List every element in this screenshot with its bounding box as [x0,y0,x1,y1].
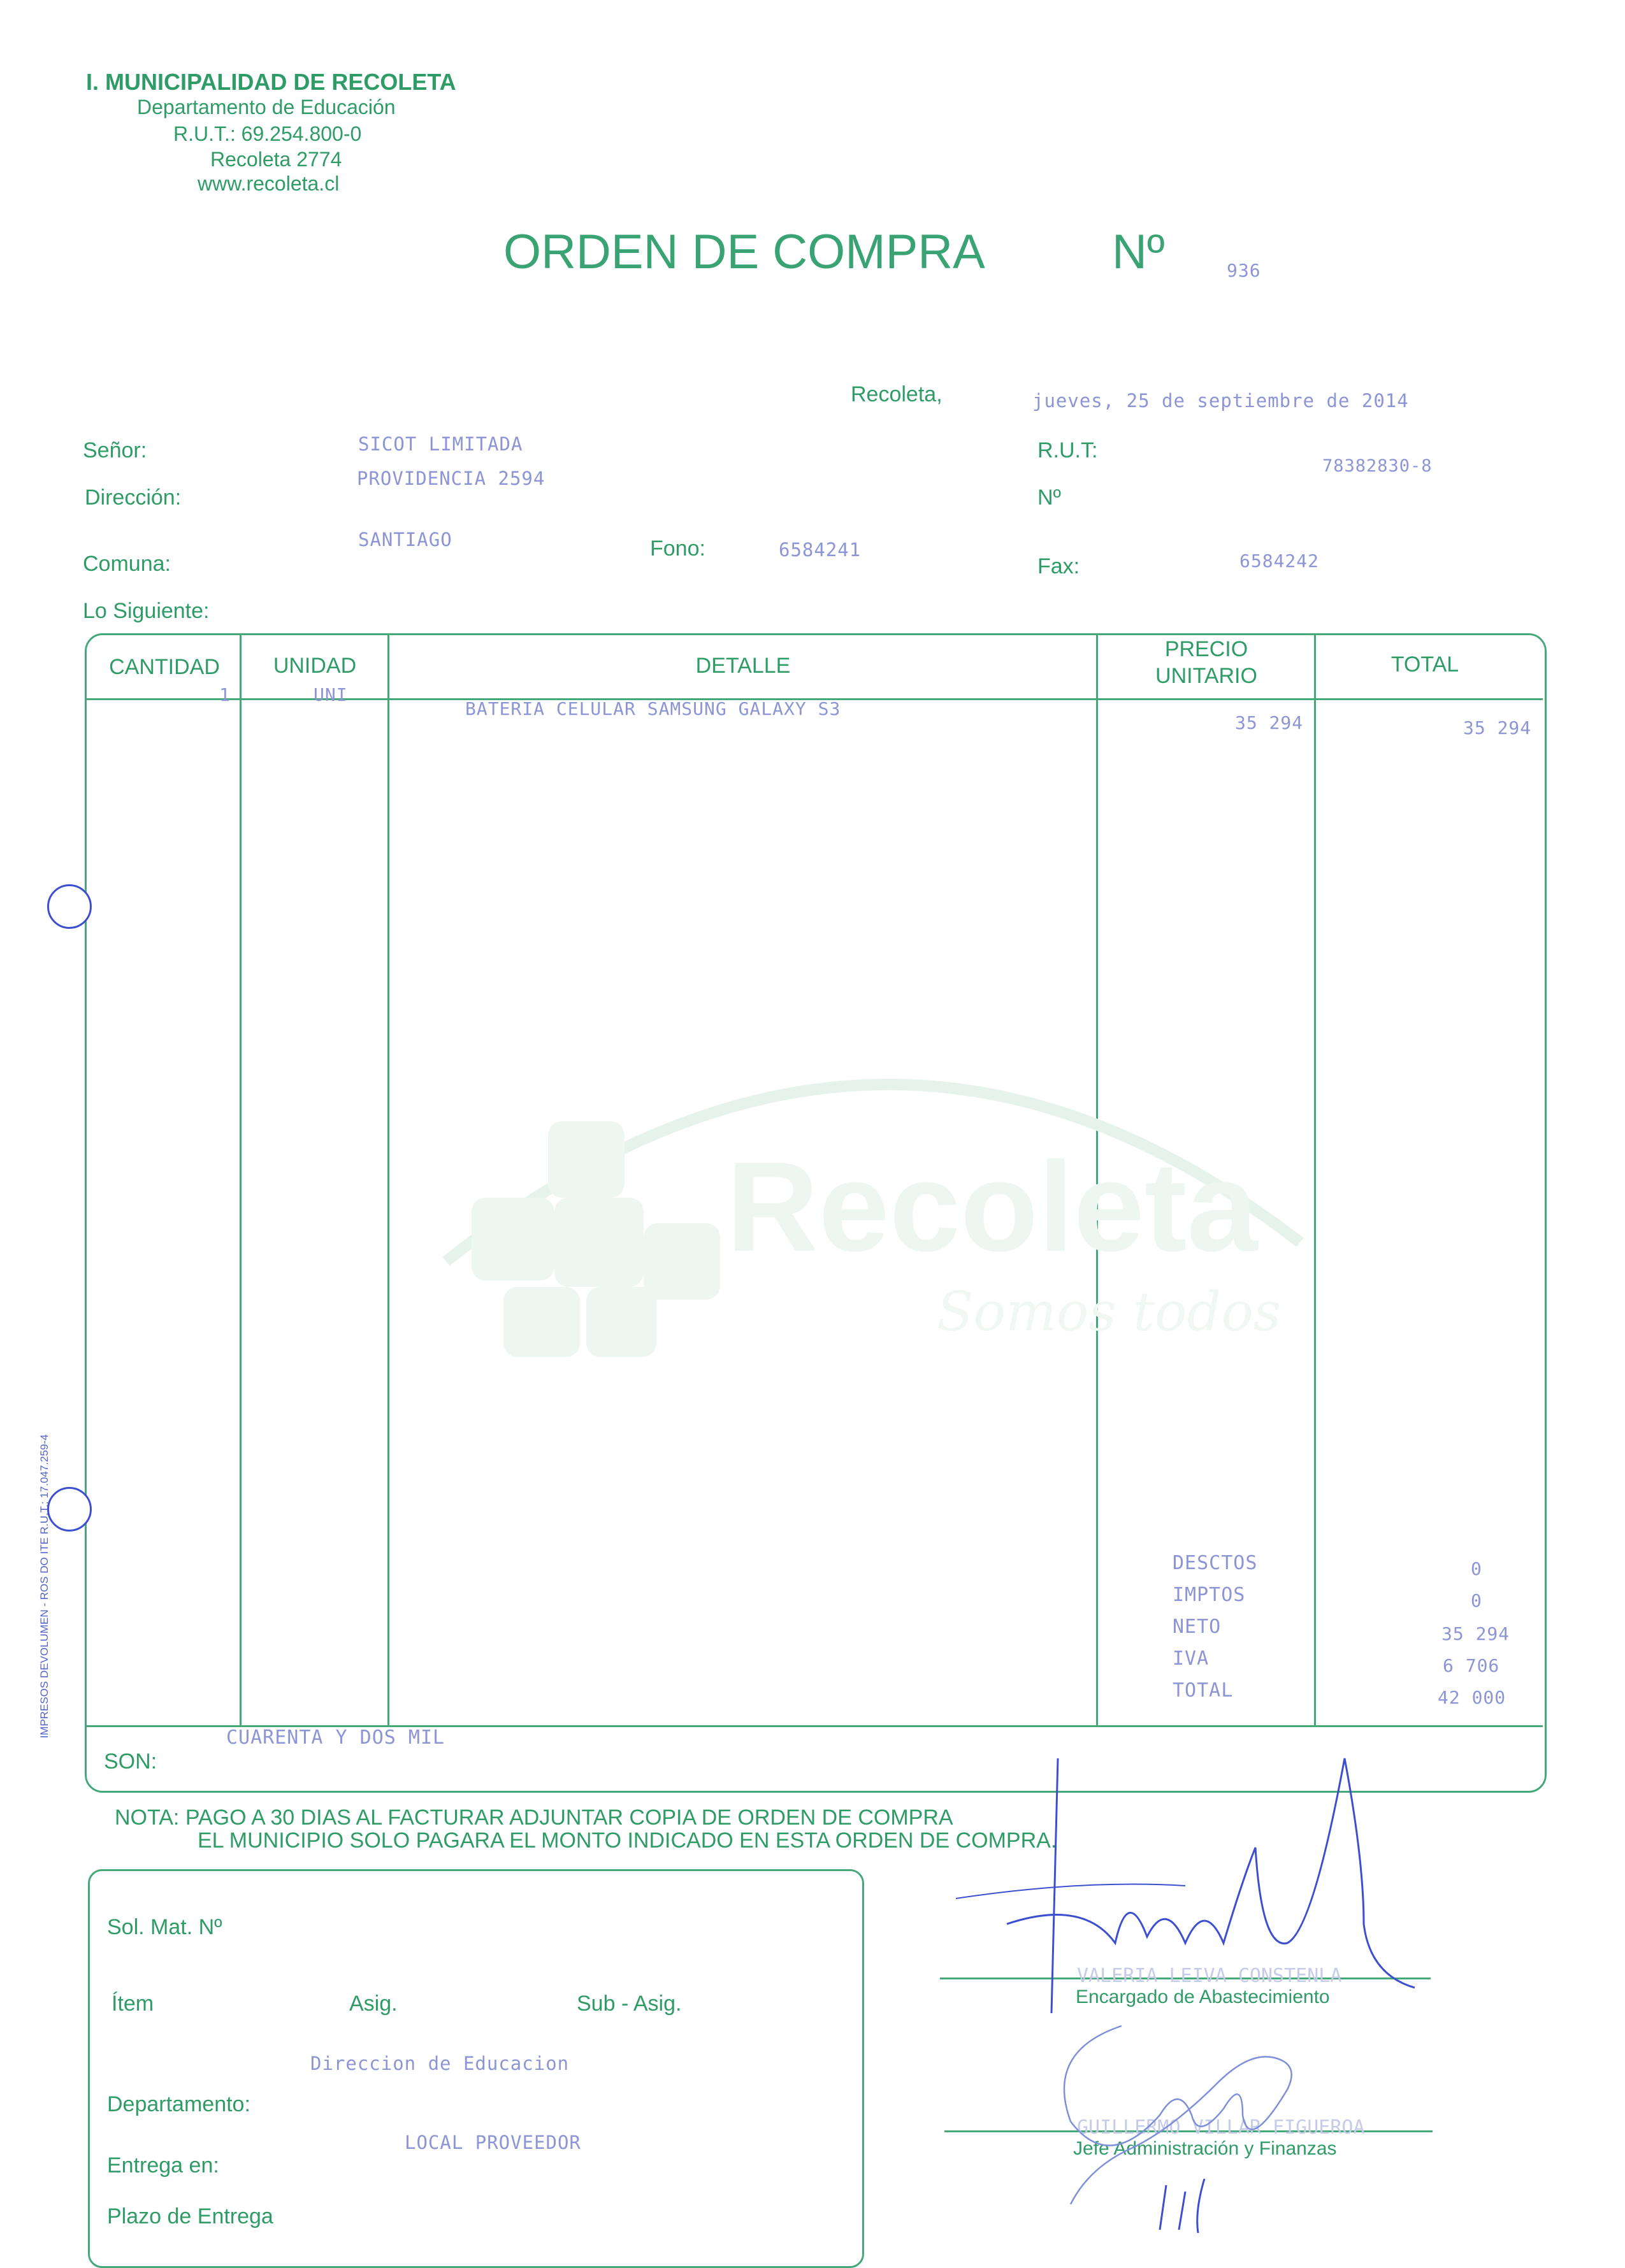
watermark-square [554,1198,644,1287]
col-header-unidad: UNIDAD [273,654,357,678]
col-header-detalle: DETALLE [695,654,791,678]
departamento-value: Direccion de Educacion [310,2053,570,2074]
signer-2-name: GUILLERMO VILLAR FIGUEROA [1077,2116,1365,2139]
signature-2-image [1032,2013,1389,2236]
entrega-value: LOCAL PROVEEDOR [405,2132,581,2153]
nota-line-1: NOTA: PAGO A 30 DIAS AL FACTURAR ADJUNTAR COPIA DE ORDEN DE COMPRA [115,1805,953,1830]
org-dept: Departamento de Educación [137,96,396,118]
date-value: jueves, 25 de septiembre de 2014 [1032,390,1409,412]
fono-value: 6584241 [779,539,862,561]
son-label: SON: [104,1749,157,1774]
senor-label: Señor: [83,438,147,463]
punch-hole [47,884,92,929]
senor-value: SICOT LIMITADA [358,433,523,455]
summary-value-desctos: 0 [1471,1558,1482,1579]
row-cantidad: 1 [219,684,231,705]
watermark-slogan: Somos todos [937,1281,1281,1343]
org-address: Recoleta 2774 [210,148,342,171]
summary-value-neto: 35 294 [1441,1623,1510,1644]
nota-line-2: EL MUNICIPIO SOLO PAGARA EL MONTO INDICADO EN ESTA ORDEN DE COMPRA. [198,1828,1057,1853]
vendor-no-label: Nº [1037,485,1061,510]
order-number-label: Nº [1112,225,1165,279]
fax-label: Fax: [1037,554,1080,578]
row-unidad: UNI [314,684,348,705]
summary-value-total: 42 000 [1438,1687,1506,1708]
sub-asig-label: Sub - Asig. [577,1992,682,2016]
son-value: CUARENTA Y DOS MIL [226,1726,445,1749]
row-total: 35 294 [1463,717,1532,738]
asig-label: Asig. [349,1992,398,2016]
col-header-precio-line1: PRECIO [1164,637,1248,661]
summary-label-total: TOTAL [1173,1679,1234,1702]
rut-value: 78382830-8 [1322,456,1433,476]
summary-label-iva: IVA [1173,1647,1210,1670]
fono-label: Fono: [650,536,705,561]
signer-1-name: VALERIA LEIVA CONSTENLA [1077,1965,1342,1987]
comuna-label: Comuna: [83,552,171,576]
watermark-square [472,1198,554,1281]
signer-2-title: Jefe Administración y Finanzas [1073,2138,1337,2159]
signature-1-image [956,1733,1440,2026]
col-divider-2 [387,634,389,1725]
punch-hole [47,1487,92,1532]
sol-mat-label: Sol. Mat. Nº [107,1915,222,1939]
col-header-total: TOTAL [1390,652,1459,677]
date-label: Recoleta, [851,382,942,406]
summary-value-iva: 6 706 [1443,1655,1500,1676]
summary-value-imptos: 0 [1471,1590,1482,1611]
col-divider-1 [240,634,242,1725]
row-detalle: BATERIA CELULAR SAMSUNG GALAXY S3 [465,698,841,719]
org-name: I. MUNICIPALIDAD DE RECOLETA [86,69,456,95]
watermark-square [586,1287,656,1357]
order-number-value: 936 [1227,260,1261,281]
org-rut: R.U.T.: 69.254.800-0 [173,122,362,145]
comuna-value: SANTIAGO [358,529,452,550]
fax-value: 6584242 [1239,550,1320,571]
page-title: ORDEN DE COMPRA [503,225,985,279]
rut-label: R.U.T: [1037,438,1098,463]
signer-1-title: Encargado de Abastecimiento [1076,1986,1330,2007]
plazo-label: Plazo de Entrega [107,2204,273,2229]
lo-siguiente-label: Lo Siguiente: [83,599,210,623]
item-label: Ítem [112,1992,154,2016]
watermark-square [644,1223,720,1300]
org-website: www.recoleta.cl [198,172,340,195]
summary-label-desctos: DESCTOS [1173,1552,1258,1574]
col-header-cantidad: CANTIDAD [109,655,220,679]
col-header-precio-line2: UNITARIO [1155,664,1257,688]
printer-side-text: IMPRESOS DEVOLUMEN - ROS DO ITE R.U.T.: 17.047.259-4 [38,1434,50,1739]
watermark-square [548,1121,625,1198]
direccion-value: PROVIDENCIA 2594 [357,468,545,489]
summary-label-neto: NETO [1173,1616,1222,1638]
watermark-square [503,1287,580,1357]
entrega-label: Entrega en: [107,2153,219,2178]
row-precio: 35 294 [1235,712,1304,733]
direccion-label: Dirección: [85,485,182,510]
departamento-label: Departamento: [107,2092,250,2116]
summary-label-imptos: IMPTOS [1173,1584,1246,1606]
watermark-brand: Recoleta [726,1136,1258,1278]
